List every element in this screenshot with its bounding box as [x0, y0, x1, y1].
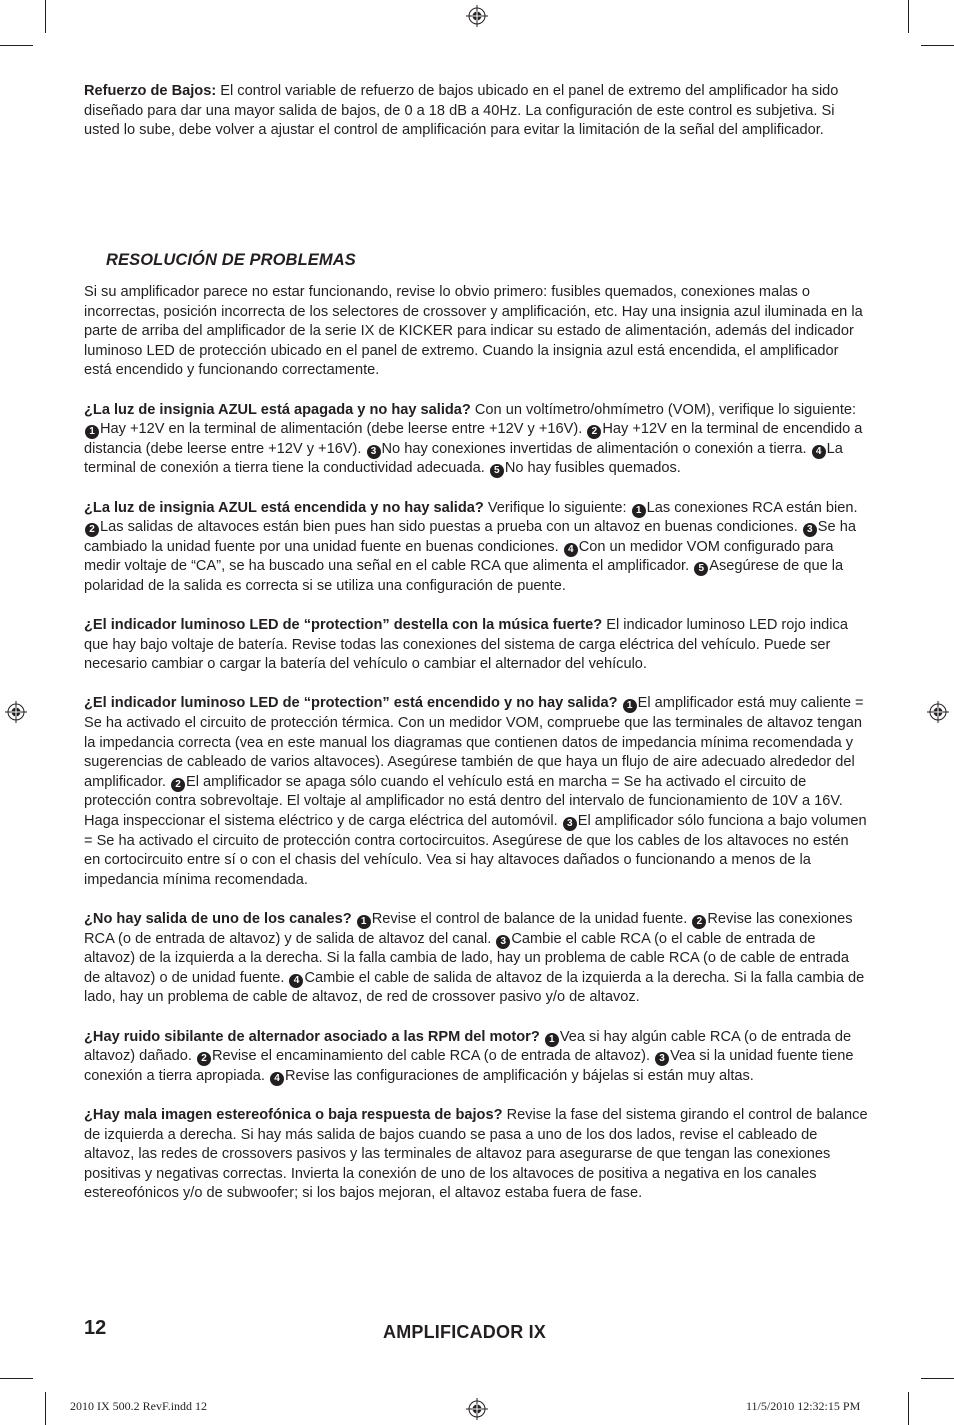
step-number-icon: 1 [545, 1033, 559, 1047]
step-number-icon: 5 [694, 562, 708, 576]
qa-paragraph [84, 616, 868, 675]
qa-answer-text: La terminal de conexión a tierra tiene la conductividad adecuada. [84, 440, 843, 477]
step-number-icon: 2 [85, 523, 99, 537]
bass-boost-lead: Refuerzo de Bajos: [84, 83, 217, 99]
step-number-icon: 4 [564, 543, 578, 557]
qa-list [84, 401, 868, 1204]
crop-mark [908, 1392, 909, 1425]
qa-answer-text: Vea si hay algún cable RCA (o de entrada de altavoz) dañado. [84, 1028, 852, 1065]
step-number-icon: 1 [632, 504, 646, 518]
qa-answer-text: Asegúrese de que la polaridad de la salida es correcta si se utiliza una configuración de puente. [84, 558, 844, 594]
crop-mark [921, 45, 954, 46]
step-number-icon: 1 [357, 915, 371, 929]
qa-answer-text: Verifique lo siguiente: [483, 499, 631, 516]
footer-title: AMPLIFICADOR IX [383, 1322, 546, 1342]
qa-question: ¿El indicador luminoso LED de “protection” está encendido y no hay salida? [84, 695, 618, 712]
qa-paragraph [84, 910, 868, 1008]
step-number-icon: 4 [812, 445, 826, 459]
step-number-icon: 3 [655, 1052, 669, 1066]
qa-answer-text: El indicador luminoso LED rojo indica que hay bajo voltaje de batería. Revise todas las conexiones del sistema de carga eléctrica del vehículo. Puede ser necesario cambiar o cargar la batería del vehículo o cambiar el alternador del vehículo. [84, 617, 848, 673]
crop-mark [908, 0, 909, 33]
qa-answer-text: Con un voltímetro/ohmímetro (VOM), verifique lo siguiente: [470, 401, 857, 418]
step-number-icon: 3 [496, 935, 510, 949]
qa-answer-text: El amplificador se apaga sólo cuando el vehículo está en marcha = Se ha activado el circuito de protección contra sobrevoltaje. El voltaje al amplificador no está dentro del intervalo de funcionamiento de 10V a 16V. Haga inspeccionar el sistema eléctrico y de carga eléctrica del automóvil. [84, 773, 843, 830]
bass-boost-section [84, 82, 868, 141]
troubleshooting-section [84, 283, 868, 1204]
qa-answer-text: Revise las conexiones RCA (o de entrada de altavoz) y de salida de altavoz del canal. [84, 911, 853, 947]
crop-mark [45, 1392, 46, 1425]
qa-answer-text: No hay conexiones invertidas de alimentación o conexión a tierra. [381, 440, 811, 457]
crop-mark [921, 1378, 954, 1379]
crop-mark [45, 0, 46, 33]
troubleshooting-intro: Si su amplificador parece no estar funcionando, revise lo obvio primero: fusibles quemados, conexiones malas o incorrectas, posición incorrecta de los selectores de crossover y amplificación, etc. Hay una insignia azul iluminada en la parte de arriba del amplificador de la serie IX de KICKER para indicar su estado de alimentación, además del indicador luminoso LED de protección ubicado en el panel de extremo. Cuando la insignia azul está encendida, el amplificador está encendido y funcionando correctamente. [84, 284, 863, 379]
step-number-icon: 3 [563, 817, 577, 831]
step-number-icon: 2 [197, 1052, 211, 1066]
step-number-icon: 5 [490, 464, 504, 478]
qa-answer-text: Cambie el cable RCA (o el cable de entrada de altavoz) de la izquierda a la derecha. Si la falla cambia de lado, hay un problema de cable RCA (o de cable de entrada de altavoz) o de unidad fuente. [84, 930, 850, 986]
step-number-icon: 1 [85, 425, 99, 439]
qa-answer-text: Revise las configuraciones de amplificación y bájelas si están muy altas. [284, 1067, 754, 1084]
qa-answer-text: Las conexiones RCA están bien. [646, 499, 858, 516]
qa-paragraph [84, 499, 868, 597]
registration-mark-icon [466, 1398, 488, 1420]
qa-paragraph [84, 1028, 868, 1087]
qa-paragraph [84, 694, 868, 890]
bass-boost-paragraph [84, 82, 868, 141]
step-number-icon: 2 [587, 425, 601, 439]
registration-mark-icon [927, 701, 949, 723]
qa-paragraph [84, 1106, 868, 1204]
qa-answer-text: Revise el control de balance de la unidad fuente. [371, 911, 692, 927]
step-number-icon: 3 [803, 523, 817, 537]
qa-answer-text: Las salidas de altavoces están bien pues han sido puestas a prueba con un altavoz en buenas condiciones. [100, 519, 802, 536]
qa-answer-text: Vea si la unidad fuente tiene conexión a tierra apropiada. [84, 1048, 854, 1084]
qa-answer-text [352, 911, 356, 927]
qa-answer-text: Se ha cambiado la unidad fuente por una unidad fuente en buenas condiciones. [84, 519, 856, 555]
qa-question: ¿La luz de insignia AZUL está apagada y no hay salida? [84, 401, 471, 418]
step-number-icon: 4 [289, 974, 303, 988]
qa-question: ¿No hay salida de uno de los canales? [84, 911, 352, 927]
qa-answer-text: Hay +12V en la terminal de encendido a distancia (debe leerse entre +12V y +16V). [84, 421, 863, 457]
crop-mark [0, 45, 33, 46]
qa-answer-text [540, 1029, 544, 1045]
step-number-icon: 3 [367, 445, 381, 459]
step-number-icon: 1 [623, 699, 637, 713]
qa-answer-text: Cambie el cable de salida de altavoz de la izquierda a la derecha. Si la falla cambia de lado, hay un problema de cable de altavoz, de red de crossover pasivo y/o de altavoz. [84, 969, 865, 1006]
qa-answer-text: No hay fusibles quemados. [504, 460, 681, 477]
step-number-icon: 4 [270, 1072, 284, 1086]
qa-answer-text: El amplificador sólo funciona a bajo volumen = Se ha activado el circuito de protección contra cortocircuitos. Asegúrese de que los cables de los altavoces no estén en cortocircuito entre sí o con el chasis del vehículo. Vea si hay altavoces dañados o funcionando a menos de la impedancia mínima recomendada. [84, 813, 867, 888]
qa-answer-text: Revise la fase del sistema girando el control de balance de izquierda a derecha. Si hay más salida de bajos cuando se pasa a uno de los dos lados, revise el cableado de altavoz, las redes de crossovers pasivos y las terminales de altavoz para asegurarse de que tengan las conexiones positivas y negativas correctas. Invierta la conexión de uno de los altavoces de positiva a negativa en los canales estereofónicos y/o de subwoofer; si los bajos mejoran, el altavoz estaba fuera de fase. [84, 1106, 868, 1202]
registration-mark-icon [466, 5, 488, 27]
qa-question: ¿La luz de insignia AZUL está encendida y no hay salida? [84, 499, 484, 516]
qa-question: ¿Hay ruido sibilante de alternador asociado a las RPM del motor? [84, 1028, 540, 1045]
crop-mark [0, 1378, 33, 1379]
qa-answer-text: Revise el encaminamiento del cable RCA (o de entrada de altavoz). [211, 1048, 655, 1065]
page-number: 12 [84, 1317, 107, 1339]
step-number-icon: 2 [692, 915, 706, 929]
bass-boost-text: El control variable de refuerzo de bajos ubicado en el panel de extremo del amplificador ha sido diseñado para dar una mayor salida de bajos, de 0 a 18 dB a 40Hz. La configuración de este control es subjetiva. Si usted lo sube, debe volver a ajustar el control de amplificación para evitar la limitación de la señal del amplificador. [84, 83, 839, 139]
slug-date: 11/5/2010 12:32:15 PM [746, 1399, 861, 1413]
registration-mark-icon [5, 701, 27, 723]
section-heading: RESOLUCIÓN DE PROBLEMAS [106, 251, 356, 269]
qa-answer-text: El amplificador está muy caliente = Se ha activado el circuito de protección térmica. Con un medidor VOM, compruebe que las terminales de altavoz tengan la impedancia correcta (vea en este manual los diagramas que contienen datos de impedancia mínima recomendada y sugerencias de cableado de varios altavoces). Asegúrese también de que haya un flujo de aire adecuado alrededor del amplificador. [84, 695, 864, 790]
step-number-icon: 2 [171, 778, 185, 792]
qa-question: ¿El indicador luminoso LED de “protection” destella con la música fuerte? [84, 617, 603, 634]
slug-file: 2010 IX 500.2 RevF.indd 12 [70, 1399, 208, 1413]
qa-paragraph [84, 401, 868, 479]
qa-question: ¿Hay mala imagen estereofónica o baja respuesta de bajos? [84, 1106, 503, 1123]
qa-answer-text: Con un medidor VOM configurado para medir voltaje de “CA”, se ha buscado una señal en el cable RCA que alimenta el amplificador. [84, 538, 834, 575]
qa-answer-text [618, 695, 622, 711]
qa-answer-text: Hay +12V en la terminal de alimentación (debe leerse entre +12V y +16V). [100, 421, 587, 438]
